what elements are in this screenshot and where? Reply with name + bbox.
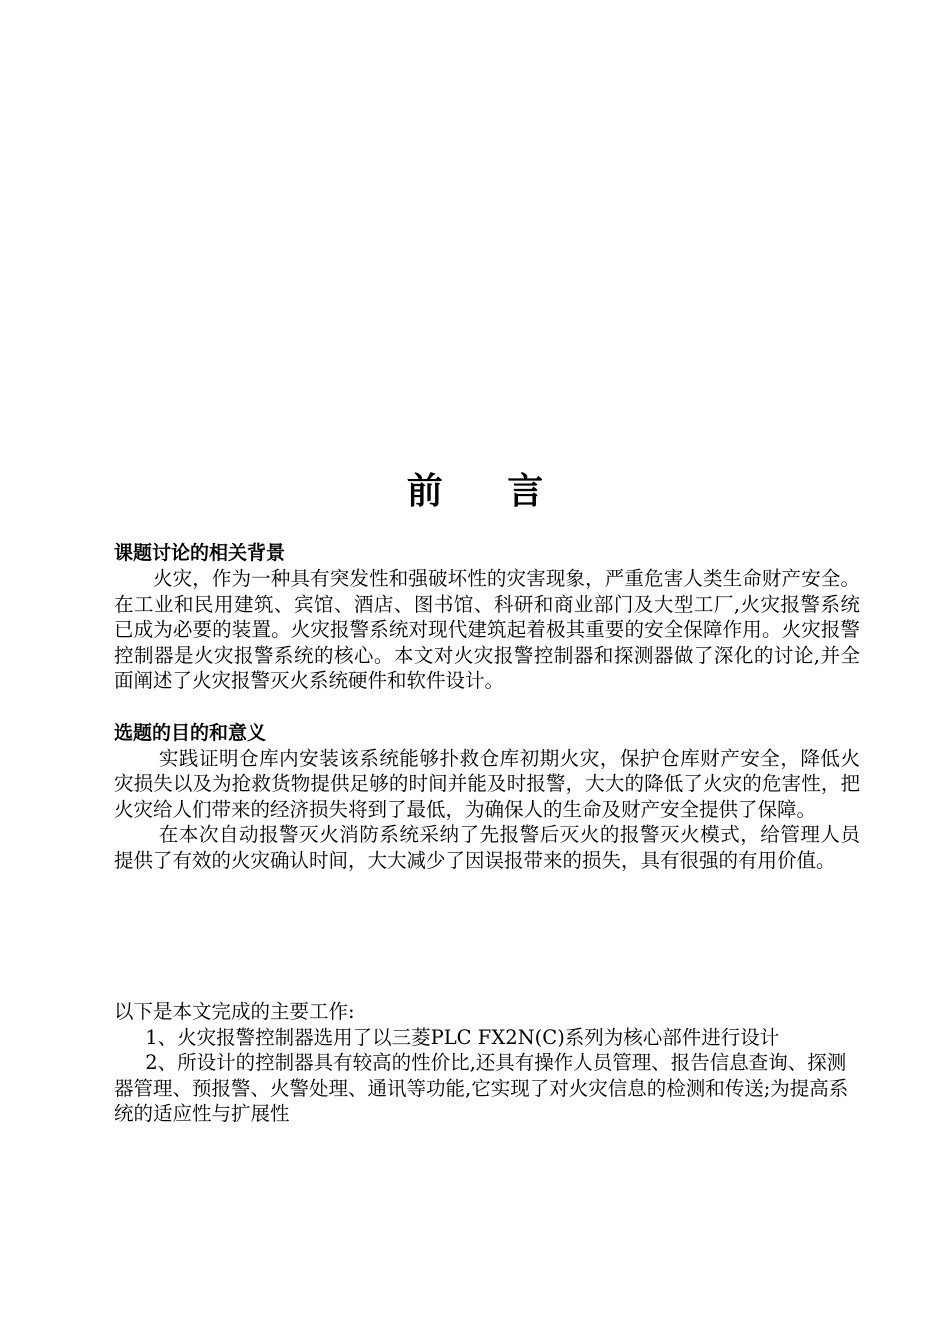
section-background — [114, 540, 860, 694]
spacer — [114, 694, 860, 720]
page-title: 前 言 — [406, 471, 570, 512]
section-heading: 选题的目的和意义 — [114, 721, 267, 744]
paragraph: 实践证明仓库内安装该系统能够扑救仓库初期火灾，保护仓库财产安全，降低火灾损失以及为抢救货物提供足够的时间并能及时报警，大大的降低了火灾的危害性，把火灾给人们带来的经济损失将到了最低，为确保人的生命及财产安全提供了保障。 — [114, 746, 860, 821]
work-item: 2、所设计的控制器具有较高的性价比,还具有操作人员管理、报告信息查询、探测器管理、预报警、火警处理、通讯等功能,它实现了对火灾信息的检测和传送;为提高系统的适应性与扩展性 — [114, 1051, 849, 1125]
work-item: 1、火灾报警控制器选用了以三菱PLC FX2N(C)系列为核心部件进行设计 — [145, 1025, 780, 1049]
work-intro: 以下是本文完成的主要工作: — [114, 1000, 355, 1023]
section-heading: 课题讨论的相关背景 — [114, 542, 286, 564]
paragraph: 在本次自动报警灭火消防系统采纳了先报警后灭火的报警灭火模式，给管理人员提供了有效的火灾确认时间，大大减少了因误报带来的损失，具有很强的有用价值。 — [114, 823, 860, 872]
section-purpose — [114, 720, 860, 874]
section-main-work — [114, 999, 860, 1127]
document-body — [114, 540, 860, 1127]
paragraph: 火灾，作为一种具有突发性和强破坏性的灾害现象，严重危害人类生命财产安全。在工业和民用建筑、宾馆、酒店、图书馆、科研和商业部门及大型工厂,火灾报警系统已成为必要的装置。火灾报警系统对现代建筑起着极其重要的安全保障作用。火灾报警控制器是火灾报警系统的核心。本文对火灾报警控制器和探测器做了深化的讨论,并全面阐述了火灾报警灭火系统硬件和软件设计。 — [114, 567, 860, 692]
spacer — [114, 873, 860, 999]
